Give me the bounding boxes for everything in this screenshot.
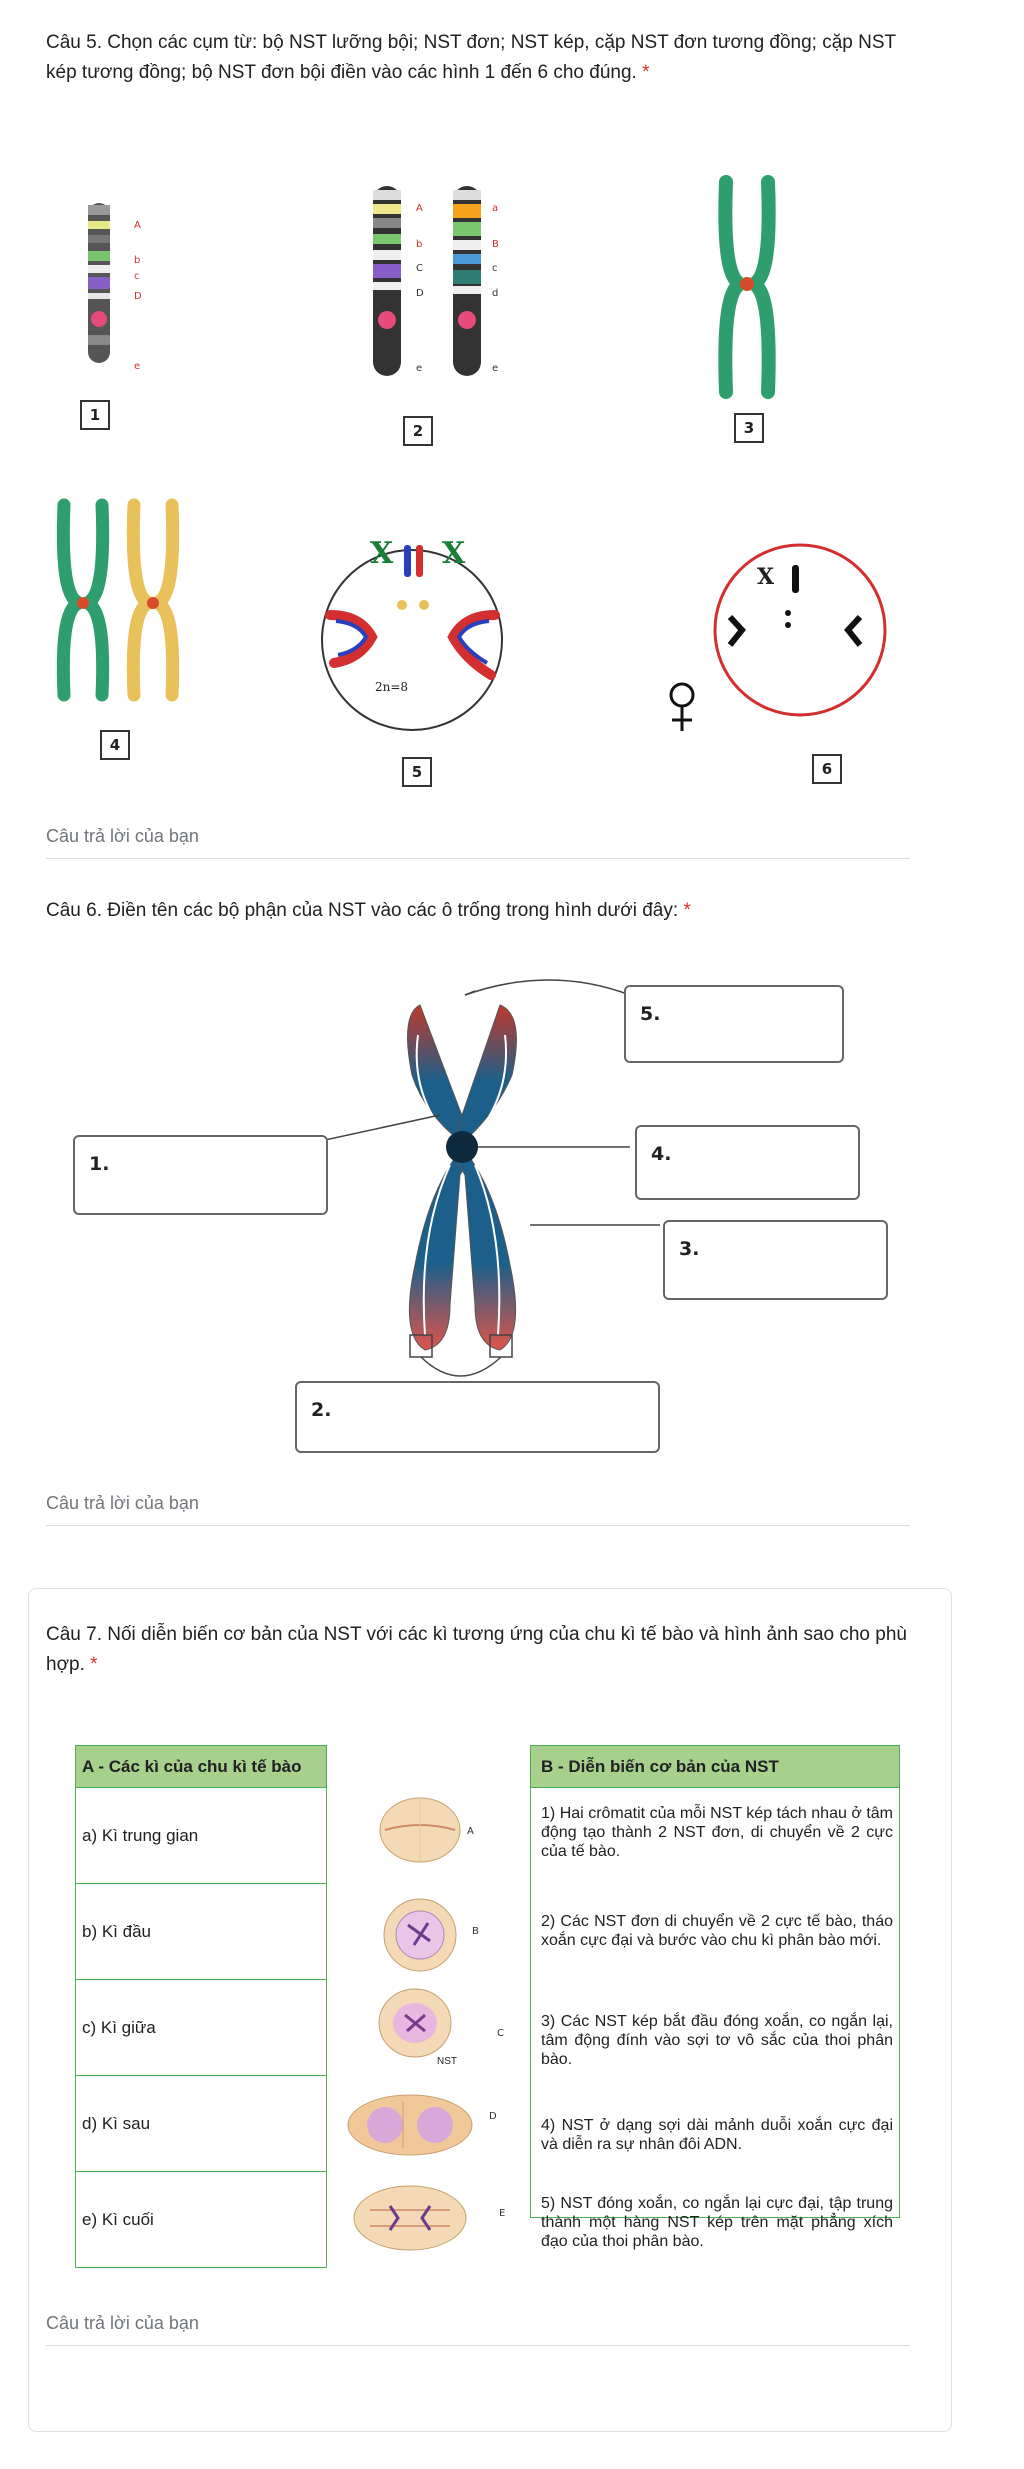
figure-3-double-chromosome: [712, 172, 782, 402]
cell-image-a: [375, 1795, 465, 1865]
image-letter: E: [499, 2208, 506, 2219]
events-table-header: B - Diễn biến cơ bản của NST: [530, 1745, 900, 1788]
question-6-title: [46, 896, 946, 926]
gene-label: e: [416, 363, 423, 374]
gene-label: e: [492, 363, 499, 374]
answer-input-q6[interactable]: Câu trả lời của bạn: [46, 1493, 199, 1513]
label-box-2[interactable]: 2.: [295, 1381, 660, 1453]
event-item: 5) NST đóng xoắn, co ngắn lại cực đại, tập trung thành một hàng NST kép trên mặt phẳng xích đạo của thoi phân bào.: [541, 2195, 893, 2250]
events-table: [530, 1745, 900, 2250]
cell-image-caption: NST: [437, 2056, 457, 2067]
image-letter: B: [472, 1926, 479, 1937]
label-box-4[interactable]: 4.: [635, 1125, 860, 1200]
image-letter: A: [467, 1826, 474, 1837]
events-list: [530, 1788, 900, 2250]
gene-label: B: [492, 239, 499, 250]
answer-input-q7[interactable]: Câu trả lời của bạn: [46, 2313, 199, 2333]
question-7-title: [46, 1620, 926, 1680]
gene-label: a: [492, 203, 499, 214]
x-mark: X: [442, 536, 466, 571]
diploid-label: 2n=8: [375, 680, 409, 694]
figure-number: 5: [402, 757, 432, 787]
event-item: 1) Hai crômatit của mỗi NST kép tách nhau ở tâm động tạo thành 2 NST đơn, di chuyển về 2 cực của tế bào.: [541, 1805, 893, 1860]
figure-number: 6: [812, 754, 842, 784]
event-item: 2) Các NST đơn di chuyển về 2 cực tế bào, tháo xoắn cực đại và bước vào chu kì phân bào mới.: [541, 1913, 893, 1949]
gene-label: e: [134, 361, 141, 372]
answer-underline: [46, 858, 910, 859]
phase-row: b) Kì đầu: [75, 1884, 327, 1980]
cell-image-d: [345, 2090, 475, 2160]
gene-label: A: [134, 220, 141, 231]
figure-number: 3: [734, 413, 764, 443]
figure-1-single-chromosome: [80, 195, 160, 385]
figure-4-homologous-double-pair: [50, 495, 190, 715]
phase-table-header: A - Các kì của chu kì tế bào: [75, 1745, 327, 1788]
answer-underline: [46, 2345, 910, 2346]
event-item: 4) NST ở dạng sợi dài mảnh duỗi xoắn cực đại và diễn ra sự nhân đôi ADN.: [541, 2117, 893, 2153]
phase-row: a) Kì trung gian: [75, 1788, 327, 1884]
gene-label: d: [492, 288, 499, 299]
phase-row: d) Kì sau: [75, 2076, 327, 2172]
required-mark: *: [642, 62, 650, 83]
question-5-text: Câu 5. Chọn các cụm từ: bộ NST lưỡng bội; NST đơn; NST kép, cặp NST đơn tương đồng; cặp NST kép tương đồng; bộ NST đơn bội điền vào các hình 1 đến 6 cho đúng.: [46, 32, 896, 83]
chromosome-structure-diagram: [300, 975, 660, 1395]
required-mark: *: [683, 900, 691, 921]
label-box-5[interactable]: 5.: [624, 985, 844, 1063]
question-7-text: Câu 7. Nối diễn biến cơ bản của NST với các kì tương ứng của chu kì tế bào và hình ảnh sao cho phù hợp.: [46, 1624, 907, 1675]
gene-label: b: [416, 239, 423, 250]
required-mark: *: [90, 1654, 98, 1675]
phase-row: c) Kì giữa: [75, 1980, 327, 2076]
x-mark: X: [757, 564, 775, 590]
cell-image-b: [380, 1895, 460, 1975]
gene-label: C: [416, 263, 423, 274]
phase-table: [75, 1745, 327, 2268]
gene-label: A: [416, 203, 423, 214]
question-5-title: [46, 28, 926, 88]
answer-underline: [46, 1525, 910, 1526]
question-6-text: Câu 6. Điền tên các bộ phận của NST vào các ô trống trong hình dưới đây:: [46, 900, 679, 921]
label-box-3[interactable]: 3.: [663, 1220, 888, 1300]
cell-image-e: [350, 2180, 470, 2255]
answer-input-q5[interactable]: Câu trả lời của bạn: [46, 826, 199, 846]
figure-number: 1: [80, 400, 110, 430]
x-mark: X: [370, 536, 394, 571]
figure-number: 2: [403, 416, 433, 446]
image-letter: C: [497, 2028, 504, 2039]
figure-6-haploid-cell: [660, 535, 890, 740]
figure-5-diploid-cell: [320, 525, 505, 750]
gene-label: D: [134, 291, 142, 302]
phase-row: e) Kì cuối: [75, 2172, 327, 2268]
cell-image-c: [375, 1985, 455, 2060]
figure-number: 4: [100, 730, 130, 760]
label-box-1[interactable]: 1.: [73, 1135, 328, 1215]
gene-label: D: [416, 288, 424, 299]
image-letter: D: [489, 2111, 497, 2122]
gene-label: c: [134, 271, 140, 282]
event-item: 3) Các NST kép bắt đầu đóng xoắn, co ngắn lại, tâm động đính vào sợi tơ vô sắc của thoi phân bào.: [541, 2013, 893, 2068]
gene-label: c: [492, 263, 498, 274]
gene-label: b: [134, 255, 141, 266]
